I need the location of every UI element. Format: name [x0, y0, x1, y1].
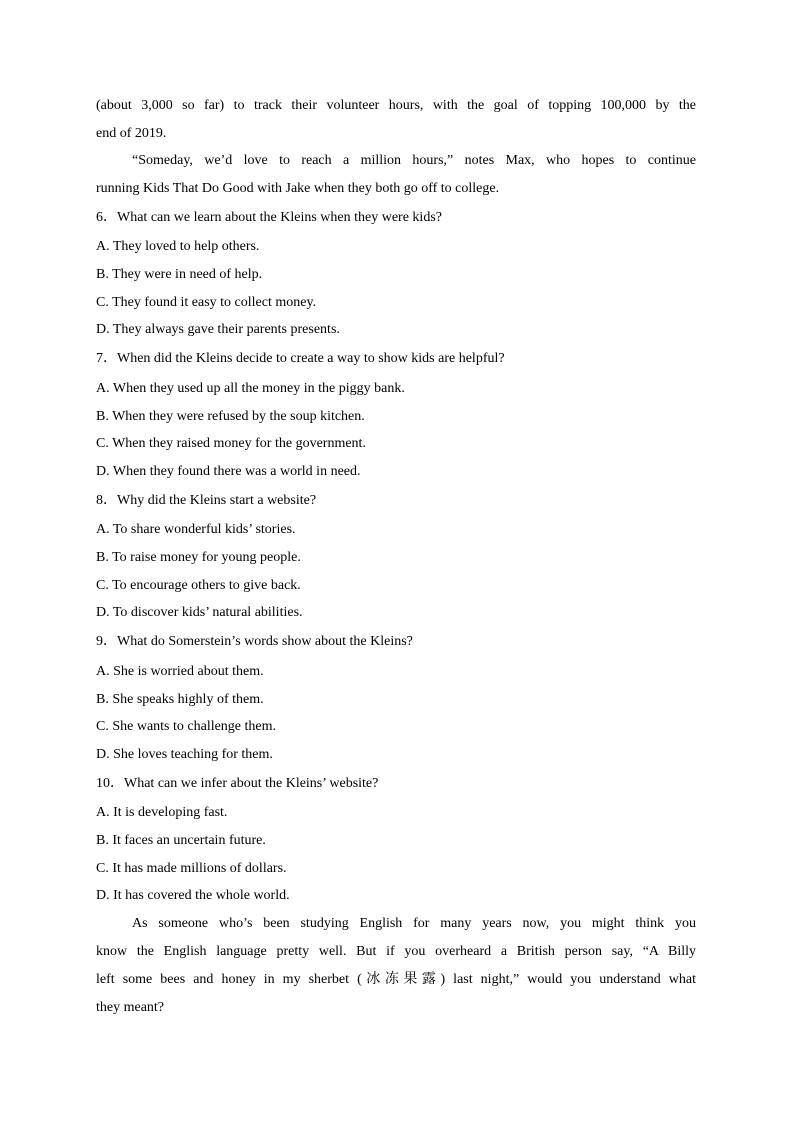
question-stem: 9．What do Somerstein’s words show about the Kleins?	[96, 634, 413, 649]
answer-option: D. They always gave their parents presents.	[96, 322, 340, 337]
answer-option: A. She is worried about them.	[96, 664, 264, 679]
answer-option: A. To share wonderful kids’ stories.	[96, 522, 296, 537]
answer-option: C. To encourage others to give back.	[96, 578, 301, 593]
passage-line: “Someday, we’d love to reach a million hours,” notes Max, who hopes to continue	[132, 153, 696, 168]
answer-option: C. It has made millions of dollars.	[96, 861, 287, 876]
passage-line: As someone who’s been studying English for many years now, you might think you	[132, 916, 696, 931]
answer-option: B. When they were refused by the soup kitchen.	[96, 409, 365, 424]
question-stem: 10．What can we infer about the Kleins’ website?	[96, 776, 379, 791]
answer-option: D. She loves teaching for them.	[96, 747, 273, 762]
passage-line: they meant?	[96, 1000, 165, 1015]
passage-line: end of 2019.	[96, 126, 167, 141]
answer-option: D. To discover kids’ natural abilities.	[96, 605, 303, 620]
answer-option: B. They were in need of help.	[96, 267, 263, 282]
question-stem: 7．When did the Kleins decide to create a way to show kids are helpful?	[96, 351, 505, 366]
answer-option: B. She speaks highly of them.	[96, 692, 264, 707]
answer-option: B. It faces an uncertain future.	[96, 833, 266, 848]
passage-line: (about 3,000 so far) to track their volunteer hours, with the goal of topping 100,000 by the	[96, 98, 696, 113]
passage-line: running Kids That Do Good with Jake when they both go off to college.	[96, 181, 500, 196]
answer-option: A. They loved to help others.	[96, 239, 260, 254]
passage-line: left some bees and honey in my sherbet (冰冻果露) last night,” would you understand what	[96, 972, 696, 987]
answer-option: B. To raise money for young people.	[96, 550, 301, 565]
question-stem: 8．Why did the Kleins start a website?	[96, 493, 317, 508]
answer-option: D. It has covered the whole world.	[96, 888, 290, 903]
answer-option: A. When they used up all the money in the piggy bank.	[96, 381, 405, 396]
answer-option: A. It is developing fast.	[96, 805, 228, 820]
answer-option: D. When they found there was a world in need.	[96, 464, 361, 479]
passage-line: know the English language pretty well. But if you overheard a British person say, “A Billy	[96, 944, 696, 959]
answer-option: C. She wants to challenge them.	[96, 719, 277, 734]
answer-option: C. They found it easy to collect money.	[96, 295, 317, 310]
answer-option: C. When they raised money for the government.	[96, 436, 366, 451]
question-stem: 6．What can we learn about the Kleins when they were kids?	[96, 210, 442, 225]
